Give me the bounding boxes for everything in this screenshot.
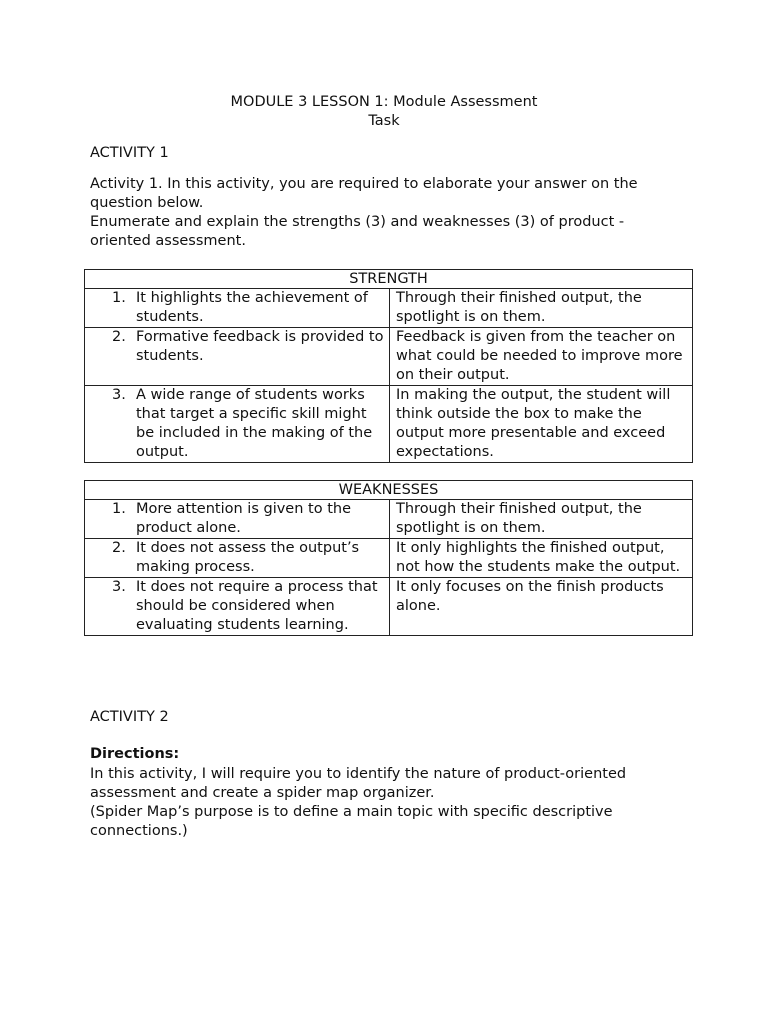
strength-item-text: Formative feedback is provided to students. [136, 329, 384, 364]
strength-explanation-cell: In making the output, the student will think outside the box to make the output more presentable and exceed expectations. [390, 386, 693, 463]
strength-table [84, 269, 693, 463]
table-row [85, 386, 693, 463]
table-header-row [85, 270, 693, 289]
strength-item-cell [85, 328, 390, 386]
weakness-item-text: More attention is given to the product alone. [136, 501, 351, 536]
directions-label: Directions: [90, 746, 180, 762]
table-row [85, 539, 693, 578]
strength-item-cell [85, 289, 390, 328]
weakness-explanation-cell: Through their finished output, the spotlight is on them. [390, 500, 693, 539]
table-row [85, 289, 693, 328]
weakness-table-header: WEAKNESSES [85, 481, 693, 500]
instruction-line: oriented assessment. [90, 233, 246, 249]
item-number: 1. [112, 290, 126, 306]
item-number: 2. [112, 329, 126, 345]
instruction-line: Activity 1. In this activity, you are required to elaborate your answer on the [90, 176, 638, 192]
activity-1-heading: ACTIVITY 1 [90, 145, 169, 161]
weakness-item-cell [85, 578, 390, 636]
strength-item-text: A wide range of students works that target a specific skill might be included in the making of the output. [136, 387, 373, 460]
page-title-line-1: MODULE 3 LESSON 1: Module Assessment [230, 94, 538, 110]
weakness-item-cell [85, 500, 390, 539]
weakness-item-text: It does not require a process that should be considered when evaluating students learning. [136, 579, 378, 633]
strength-item-text: It highlights the achievement of students. [136, 290, 368, 325]
activity-2-heading: ACTIVITY 2 [90, 709, 169, 725]
weakness-explanation-cell: It only focuses on the finish products alone. [390, 578, 693, 636]
table-row [85, 578, 693, 636]
directions-line: connections.) [90, 823, 188, 839]
table-header-row [85, 481, 693, 500]
weakness-item-text: It does not assess the output’s making process. [136, 540, 360, 575]
item-number: 3. [112, 579, 126, 595]
item-number: 3. [112, 387, 126, 403]
strength-item-cell [85, 386, 390, 463]
directions-line: (Spider Map’s purpose is to define a main topic with specific descriptive [90, 804, 613, 820]
directions-line: In this activity, I will require you to identify the nature of product-oriented [90, 766, 627, 782]
page-title [150, 93, 618, 131]
item-number: 2. [112, 540, 126, 556]
page-title-line-2: Task [368, 113, 400, 129]
strength-table-header: STRENGTH [85, 270, 693, 289]
strength-explanation-cell: Feedback is given from the teacher on what could be needed to improve more on their output. [390, 328, 693, 386]
weakness-item-cell [85, 539, 390, 578]
table-row [85, 328, 693, 386]
directions-line: assessment and create a spider map organizer. [90, 785, 435, 801]
weakness-explanation-cell: It only highlights the finished output, not how the students make the output. [390, 539, 693, 578]
activity-2-directions [90, 765, 690, 841]
weakness-table [84, 480, 693, 636]
table-row [85, 500, 693, 539]
instruction-line: Enumerate and explain the strengths (3) and weaknesses (3) of product - [90, 214, 625, 230]
instruction-line: question below. [90, 195, 204, 211]
item-number: 1. [112, 501, 126, 517]
activity-1-instructions [90, 175, 690, 251]
strength-explanation-cell: Through their finished output, the spotlight is on them. [390, 289, 693, 328]
